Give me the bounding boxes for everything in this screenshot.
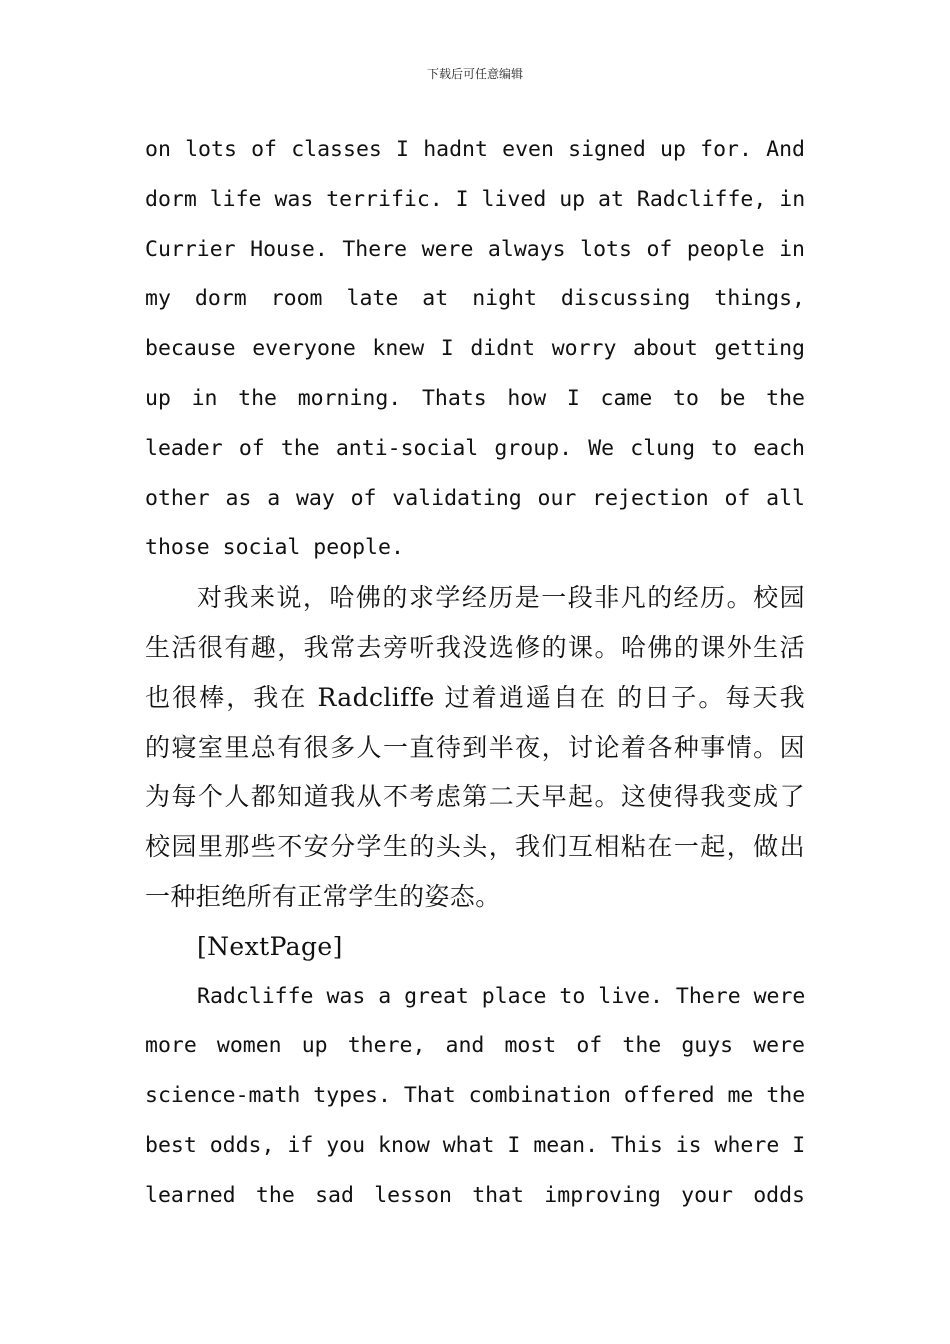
body-text: [145, 125, 805, 1221]
page-header: 下载后可任意编辑: [426, 67, 523, 81]
text-line: 一种拒绝所有正常学生的姿态。: [145, 881, 501, 911]
text-line: 为每个人都知道我从不考虑第二天早起。这使得我变成了: [145, 782, 805, 812]
text-line: other as a way of validating our rejection of all: [145, 485, 805, 511]
text-line: best odds, if you know what I mean. This is where I: [145, 1132, 806, 1158]
text-line: 校园里那些不安分学生的头头，我们互相粘在一起，做出: [145, 832, 805, 862]
text-line: Currier House. There were always lots of people in: [145, 236, 805, 262]
text-line: Radcliffe was a great place to live. There were: [197, 983, 806, 1009]
text-line: 的寝室里总有很多人一直待到半夜，讨论着各种事情。因: [145, 732, 805, 762]
text-line: because everyone knew I didnt worry about getting: [145, 336, 805, 362]
text-line: on lots of classes I hadnt even signed up for. And: [145, 137, 805, 162]
text-line: leader of the anti-social group. We clung to each: [145, 435, 805, 461]
text-line: those social people.: [145, 535, 404, 561]
text-line: more women up there, and most of the guys were: [145, 1033, 805, 1059]
page-break-marker: [NextPage]: [197, 931, 343, 961]
text-line: up in the morning. Thats how I came to be the: [145, 385, 805, 411]
text-line: 对我来说，哈佛的求学经历是一段非凡的经历。校园: [197, 583, 805, 613]
text-line: learned the sad lesson that improving your odds: [145, 1182, 805, 1208]
text-line: science-math types. That combination offered me the: [145, 1083, 806, 1109]
text-line: 也很棒，我在 Radcliffe 过着逍遥自在 的日子。每天我: [145, 682, 805, 712]
text-line: dorm life was terrific. I lived up at Radcliffe, in: [145, 186, 806, 212]
text-line: 生活很有趣，我常去旁听我没选修的课。哈佛的课外生活: [145, 632, 805, 662]
text-line: my dorm room late at night discussing things,: [145, 286, 805, 312]
